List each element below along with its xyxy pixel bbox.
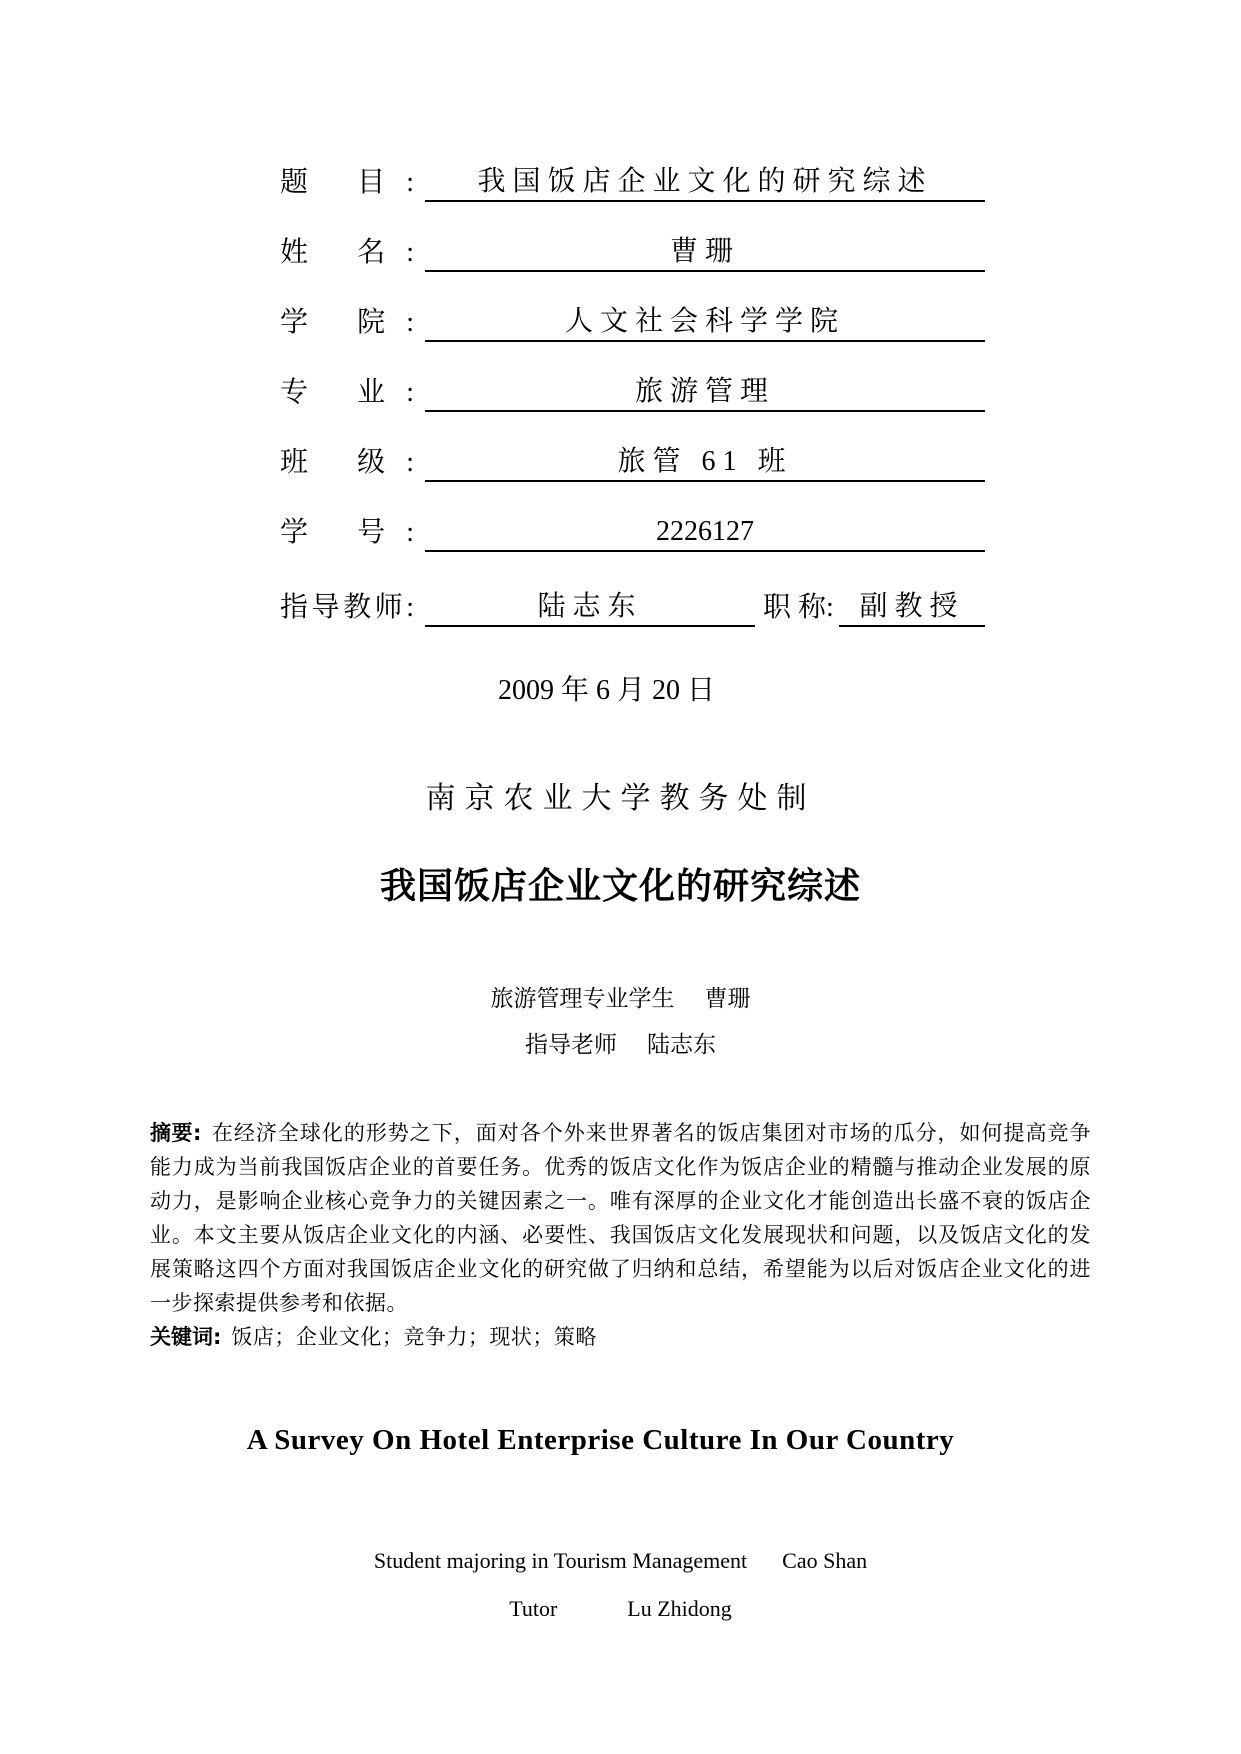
student-id-field-label: 学 号: <box>280 517 415 549</box>
major-field-value: 旅游管理 <box>425 374 985 412</box>
advisor-field-value: 陆志东 <box>425 589 755 627</box>
form-row-class <box>280 412 985 482</box>
abstract-label: 摘要: <box>150 1121 202 1145</box>
byline-student-en <box>150 1548 1091 1574</box>
advisor-title-field-value: 副教授 <box>839 589 985 627</box>
cover-info-form <box>280 132 985 627</box>
college-field-label: 学 院: <box>280 307 415 339</box>
abstract-paragraph <box>150 1116 1091 1320</box>
byline-student-cn <box>150 980 1091 1013</box>
student-byline-prefix-en: Student majoring in Tourism Management <box>373 1548 748 1573</box>
keywords-line <box>150 1320 1091 1354</box>
student-name-en: Cao Shan <box>782 1548 868 1573</box>
name-field-label: 姓 名: <box>280 237 415 269</box>
form-row-advisor <box>280 552 985 627</box>
title-field-label: 题 目: <box>280 167 415 199</box>
keywords-text: 饭店；企业文化；竞争力；现状；策略 <box>231 1325 597 1349</box>
student-id-field-value: 2226127 <box>425 514 985 552</box>
byline-tutor-en <box>150 1596 1091 1622</box>
date-line: 2009 年 6 月 20 日 <box>497 675 715 706</box>
advisor-title-field-label: 职 称: <box>763 592 834 624</box>
tutor-name-en: Lu Zhidong <box>627 1596 732 1621</box>
title-field-value: 我国饭店企业文化的研究综述 <box>425 164 985 202</box>
form-row-student-id <box>280 482 985 552</box>
advisor-field-label: 指导教师: <box>280 592 415 624</box>
tutor-name: 陆志东 <box>647 1032 716 1057</box>
abstract-section <box>150 1116 1091 1354</box>
tutor-byline-prefix: 指导老师 <box>525 1032 617 1057</box>
form-row-title <box>280 132 985 202</box>
form-row-name <box>280 202 985 272</box>
main-title-cn: 我国饭店企业文化的研究综述 <box>379 866 861 907</box>
class-field-value: 旅管 61 班 <box>425 444 985 482</box>
name-field-value: 曹珊 <box>425 234 985 272</box>
main-title-en: A Survey On Hotel Enterprise Culture In Our Country <box>246 1424 955 1456</box>
tutor-byline-prefix-en: Tutor <box>509 1596 558 1621</box>
byline-tutor-cn <box>150 1026 1091 1059</box>
keywords-label: 关键词: <box>150 1325 222 1349</box>
major-field-label: 专 业: <box>280 377 415 409</box>
form-row-major <box>280 342 985 412</box>
college-field-value: 人文社会科学学院 <box>425 304 985 342</box>
student-byline-prefix: 旅游管理专业学生 <box>490 986 675 1011</box>
student-name: 曹珊 <box>704 986 751 1011</box>
issuer-line: 南京农业大学教务处制 <box>425 782 816 815</box>
form-row-college <box>280 272 985 342</box>
class-field-label: 班 级: <box>280 447 415 479</box>
abstract-text: 在经济全球化的形势之下，面对各个外来世界著名的饭店集团对市场的瓜分，如何提高竞争能力成为当前我国饭店企业的首要任务。优秀的饭店文化作为饭店企业的精髓与推动企业发展的原动力，是影响企业核心竞争力的关键因素之一。唯有深厚的企业文化才能创造出长盛不衰的饭店企业。本文主要从饭店企业文化的内涵、必要性、我国饭店文化发展现状和问题，以及饭店文化的发展策略这四个方面对我国饭店企业文化的研究做了归纳和总结，希望能为以后对饭店企业文化的进一步探索提供参考和依据。 <box>150 1121 1092 1315</box>
